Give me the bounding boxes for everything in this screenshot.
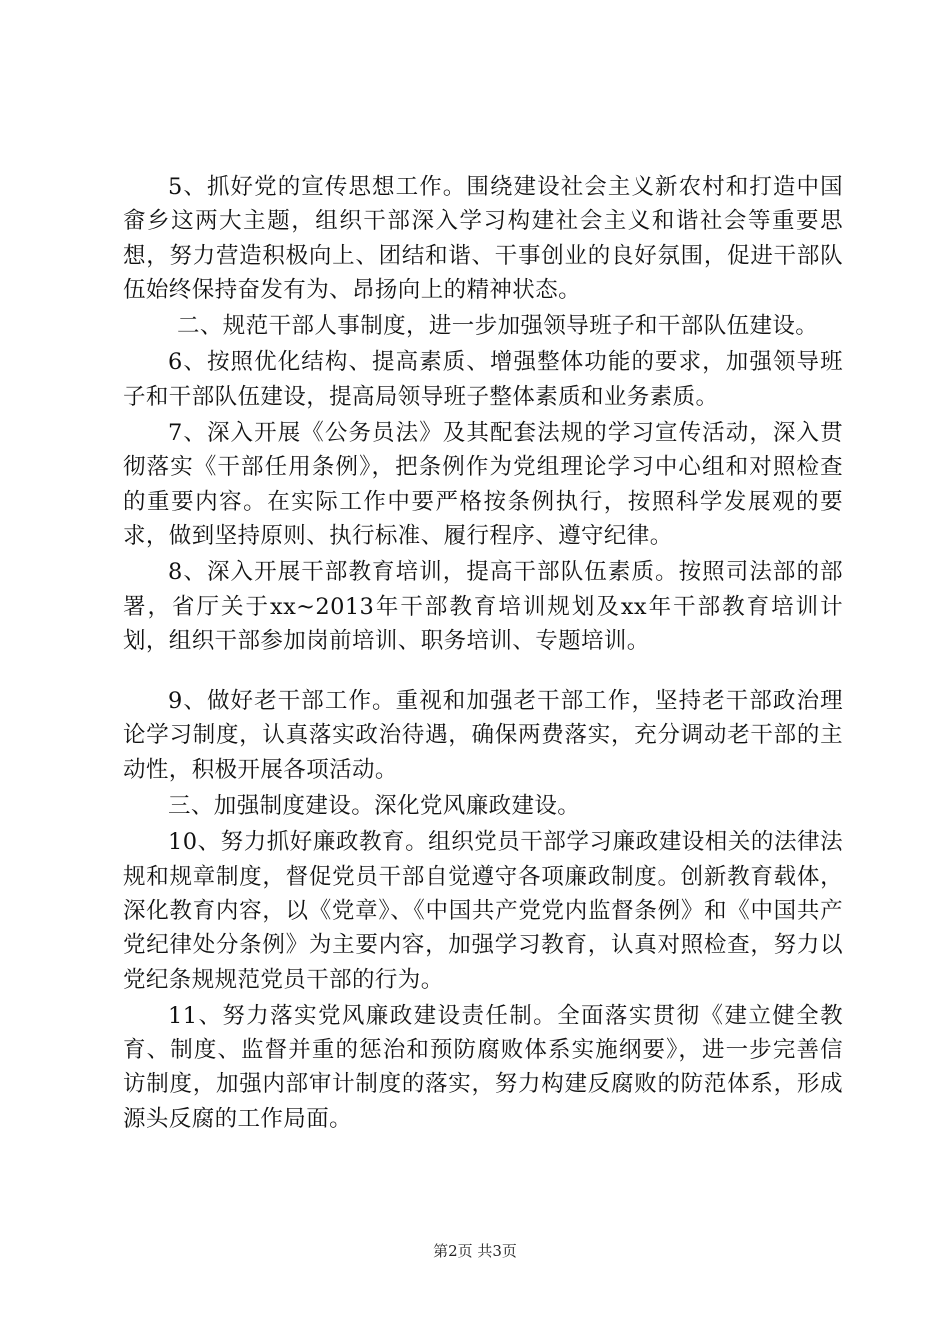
- paragraph-item-8: 8、深入开展干部教育培训，提高干部队伍素质。按照司法部的部署，省厅关于xx~2013年干部教育培训规划及xx年干部教育培训计划，组织干部参加岗前培训、职务培训、专题培训。: [123, 559, 843, 654]
- paragraph-item-10: 10、努力抓好廉政教育。组织党员干部学习廉政建设相关的法律法规和规章制度，督促党员干部自觉遵守各项廉政制度。创新教育载体，深化教育内容，以《党章》、《中国共产党党内监督条例》和《中国共产党纪律处分条例》为主要内容，加强学习教育，认真对照检查，努力以党纪条规规范党员干部的行为。: [123, 829, 843, 993]
- paragraph-gap: [123, 660, 843, 684]
- page-footer: 第2页 共3页: [433, 1242, 517, 1260]
- section-heading-2: 二、规范干部人事制度，进一步加强领导班子和干部队伍建设。: [177, 313, 819, 340]
- section-heading-3: 三、加强制度建设。深化党风廉政建设。: [168, 793, 581, 820]
- paragraph-item-7: 7、深入开展《公务员法》及其配套法规的学习宣传活动，深入贯彻落实《干部任用条例》，把条例作为党组理论学习中心组和对照检查的重要内容。在实际工作中要严格按条例执行，按照科学发展观的要求，做到坚持原则、执行标准、履行程序、遵守纪律。: [123, 420, 843, 549]
- paragraph-item-6: 6、按照优化结构、提高素质、增强整体功能的要求，加强领导班子和干部队伍建设，提高局领导班子整体素质和业务素质。: [123, 349, 843, 410]
- paragraph-item-11: 11、努力落实党风廉政建设责任制。全面落实贯彻《建立健全教育、制度、监督并重的惩治和预防腐败体系实施纲要》，进一步完善信访制度，加强内部审计制度的落实，努力构建反腐败的防范体系，形成源头反腐的工作局面。: [123, 1002, 843, 1132]
- document-body: [123, 170, 843, 1138]
- paragraph-item-5: 5、抓好党的宣传思想工作。围绕建设社会主义新农村和打造中国畲乡这两大主题，组织干部深入学习构建社会主义和谐社会等重要思想，努力营造积极向上、团结和谐、干事创业的良好氛围，促进干部队伍始终保持奋发有为、昂扬向上的精神状态。: [123, 174, 843, 303]
- paragraph-item-9: 9、做好老干部工作。重视和加强老干部工作，坚持老干部政治理论学习制度，认真落实政治待遇，确保两费落实，充分调动老干部的主动性，积极开展各项活动。: [123, 688, 843, 783]
